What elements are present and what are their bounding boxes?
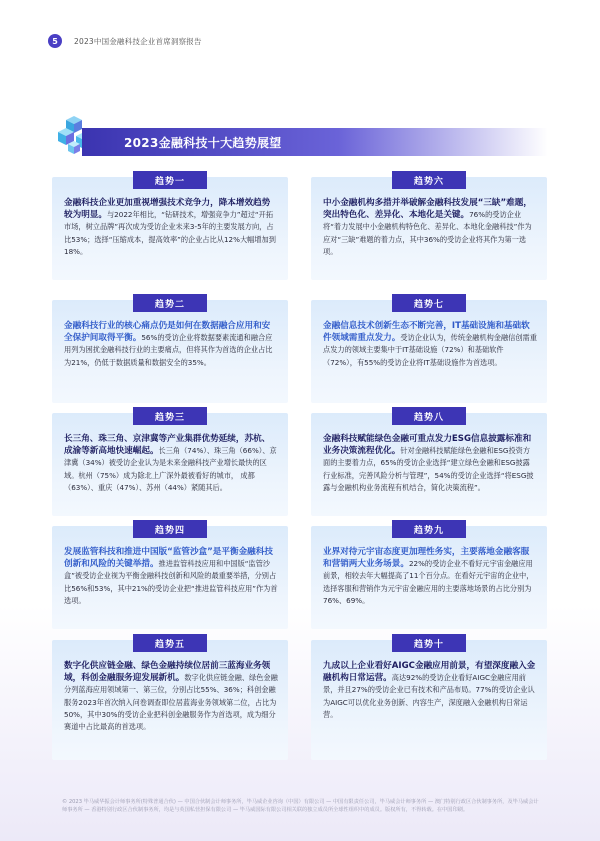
trend-headline: 金融科技企业更加重视增强技术竞争力，降本增效趋势较为明显。 bbox=[64, 198, 271, 221]
report-title: 2023中国金融科技企业首席洞察报告 bbox=[74, 36, 202, 46]
trend-card-10 bbox=[311, 640, 547, 760]
trend-tag: 趋势五 bbox=[133, 634, 207, 652]
trend-body: 高达92%的受访企业看好AIGC金融应用前景，并且27%的受访企业已有技术和产品布局。77%的受访企业认为AIGC可以优化业务创新、内容生产，深度融入金融机构日常运营。 bbox=[323, 673, 535, 719]
trend-card-7 bbox=[311, 300, 547, 403]
trend-headline: 数字化供应链金融、绿色金融持续位居前三蓝海业务领域，科创金融服务迎发展新机。 bbox=[64, 661, 271, 684]
trend-body: 受访企业认为，传统金融机构金融信创需重点发力的领域主要集中于IT基础设施（72%）和基础软件（72%），有55%的受访企业将IT基础设施作为首选项。 bbox=[323, 333, 537, 367]
trend-body: 22%的受访企业不看好元宇宙金融应用前景，相较去年大幅提高了11个百分点。在看好元宇宙的企业中，选择客服和营销作为元宇宙金融应用的主要落地场景的占比分别为76%、69%。 bbox=[323, 559, 534, 605]
trend-tag: 趋势七 bbox=[392, 294, 466, 312]
trend-headline: 中小金融机构多措并举破解金融科技发展“三缺”难题，突出特色化、差异化、本地化是关键。 bbox=[323, 198, 532, 221]
trend-content bbox=[323, 320, 537, 369]
trend-card-6 bbox=[311, 177, 547, 280]
trend-headline: 业界对待元宇宙态度更加理性务实，主要落地金融客服和营销两大业务场景。 bbox=[323, 547, 530, 570]
trend-body: 与2022年相比，“钻研技术，增强竞争力”超过“开拓市场，树立品牌”再次成为受访企业未来3-5年的主要发展方向，占比53%；选择“压缩成本，提高效率”的企业占比从12%大幅增加到18%。 bbox=[64, 210, 276, 256]
trend-card-9 bbox=[311, 526, 547, 629]
trend-tag: 趋势四 bbox=[133, 520, 207, 538]
trend-tag: 趋势十 bbox=[392, 634, 466, 652]
trend-body: 56%的受访企业将数据要素流通和融合应用列为困扰金融科技行业的主要痛点，但将其作为首选的企业占比为21%，仍低于数据质量和数据安全的35%。 bbox=[64, 333, 273, 367]
trend-content bbox=[64, 433, 278, 494]
trend-tag: 趋势八 bbox=[392, 407, 466, 425]
trend-card-4 bbox=[52, 526, 288, 629]
trend-content bbox=[64, 197, 278, 258]
trend-tag: 趋势一 bbox=[133, 171, 207, 189]
trend-card-2 bbox=[52, 300, 288, 403]
trend-card-5 bbox=[52, 640, 288, 760]
trend-body: 针对金融科技赋能绿色金融和ESG投资方面的主要着力点，65%的受访企业选择“建立绿色金融和ESG披露行业标准，完善风险分析与管理”，54%的受访企业选择“将ESG披露与金融机构业务流程有机结合，简化决策流程”。 bbox=[323, 446, 534, 492]
section-title-bar bbox=[82, 128, 548, 156]
section-title: 2023金融科技十大趋势展望 bbox=[124, 135, 282, 150]
trend-tag: 趋势九 bbox=[392, 520, 466, 538]
trend-content bbox=[64, 546, 278, 607]
trend-tag: 趋势三 bbox=[133, 407, 207, 425]
trend-tag: 趋势六 bbox=[392, 171, 466, 189]
page-header bbox=[48, 33, 202, 49]
section-title-banner bbox=[52, 122, 548, 162]
copyright-footer: © 2023 毕马威华振会计师事务所(特殊普通合伙) — 中国合伙制会计师事务所，毕马威企业咨询（中国）有限公司 — 中国有限责任公司，毕马威会计师事务所 — 澳门特别行政区合伙制事务所，及毕马威会计师事务所 — 香港特别行政区合伙制事务所，均是与英国私营担保有限公司 — 毕马威国际有限公司相关联的独立成员所全球性组织中的成员。版权所有，不得转载。在中国印刷。 bbox=[62, 799, 539, 813]
trend-body: 长三角（74%）、珠三角（66%）、京津冀（34%）被受访企业认为是未来金融科技产业增长最快的区域。杭州（75%）成为除北上广深外最被看好的城市， 成都（63%）、重庆（47%）、苏州（44%）紧随其后。 bbox=[64, 446, 277, 492]
trend-headline: 长三角、珠三角、京津冀等产业集群优势延续，苏杭、成渝等新高地快速崛起。 bbox=[64, 434, 271, 457]
trend-headline: 金融科技行业的核心痛点仍是如何在数据融合应用和安全保护间取得平衡。 bbox=[64, 321, 271, 344]
trend-body: 数字化供应链金融、绿色金融分列蓝海应用领域第一、第三位，分别占比55%、36%；科创金融服务2023年首次纳入问卷调查即位居蓝海业务领域第二位，占比为50%，其中30%的受访企业把科创金融服务作为首选项，成为细分赛道中占比最高的首选项。 bbox=[64, 673, 278, 732]
trend-headline: 金融信息技术创新生态不断完善，IT基础设施和基础软件领域需重点发力。 bbox=[323, 321, 530, 344]
page-number-badge: 5 bbox=[48, 34, 62, 48]
trend-content bbox=[64, 320, 278, 369]
trend-tag: 趋势二 bbox=[133, 294, 207, 312]
trend-content bbox=[64, 660, 278, 733]
trend-body: 推进监管科技应用和中国版“监管沙盒”被受访企业视为平衡金融科技创新和风险的最重要举措，分别占比56%和53%，其中21%的受访企业把“推进监管科技应用”作为首选项。 bbox=[64, 559, 278, 605]
trend-content bbox=[323, 197, 537, 258]
trend-card-8 bbox=[311, 413, 547, 516]
trend-headline: 金融科技赋能绿色金融可重点发力ESG信息披露标准和业务决策流程优化。 bbox=[323, 434, 532, 457]
trend-body: 76%的受访企业将“着力发展中小金融机构特色化、差异化、本地化金融科技”作为应对“三缺”难题的着力点，其中36%的受访企业将其作为第一选项。 bbox=[323, 210, 532, 256]
trend-card-1 bbox=[52, 177, 288, 280]
trend-headline: 发展监管科技和推进中国版“监管沙盒”是平衡金融科技创新和风险的关键举措。 bbox=[64, 547, 273, 570]
trend-content bbox=[323, 433, 537, 494]
trend-headline: 九成以上企业看好AIGC金融应用前景，有望深度融入金融机构日常运营。 bbox=[323, 661, 536, 684]
trend-content bbox=[323, 660, 537, 721]
trend-content bbox=[323, 546, 537, 607]
trend-card-3 bbox=[52, 413, 288, 516]
